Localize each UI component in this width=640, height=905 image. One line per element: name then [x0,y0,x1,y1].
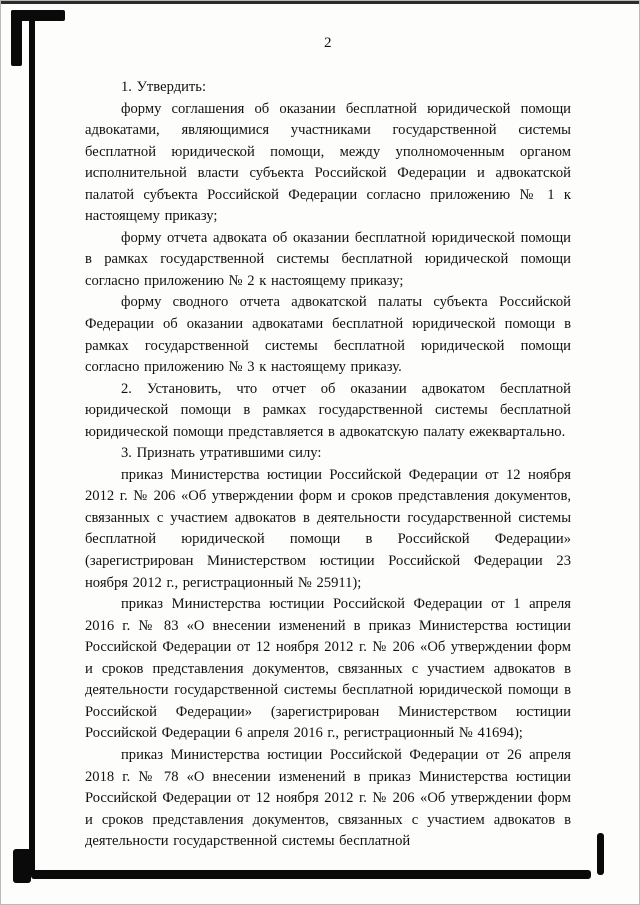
scan-artifact-bottom-right [597,833,604,875]
paragraph-ustanovit: 2. Установить, что отчет об оказании адвокатом бесплатной юридической помощи в рамках государственной системы бесплатной юридической помощи представляется в адвокатскую палату ежеквартально. [85,380,571,440]
document-body [85,77,571,853]
paragraph-forma-otcheta: форму отчета адвоката об оказании бесплатной юридической помощи в рамках государственной системы бесплатной юридической помощи согласно приложению № 2 к настоящему приказу; [85,229,571,289]
scan-artifact-left-bar [29,17,35,873]
paragraph-priznat: 3. Признать утратившими силу: [121,445,322,462]
scan-artifact-top-edge [1,1,640,4]
paragraph-prikaz-2018: приказ Министерства юстиции Российской Федерации от 26 апреля 2018 г. № 78 «О внесении изменений в приказ Министерства юстиции Российской Федерации от 12 ноября 2012 г. № 206 «Об утверждении форм и сроков представления документов, связанных с участием адвокатов в деятельности государственной системы бесплатной [85,746,571,850]
page-number: 2 [324,35,332,51]
scan-artifact-top-left-v [11,10,22,66]
paragraph-forma-soglasheniya: форму соглашения об оказании бесплатной юридической помощи адвокатами, являющимися участниками государственной системы бесплатной юридической помощи, между уполномоченным органом исполнительной власти субъекта Российской Федерации и адвокатской палатой субъекта Российской Федерации согласно приложению № 1 к настоящему приказу; [85,100,571,225]
paragraph-prikaz-2016: приказ Министерства юстиции Российской Федерации от 1 апреля 2016 г. № 83 «О внесении изменений в приказ Министерства юстиции Российской Федерации от 12 ноября 2012 г. № 206 «Об утверждении форм и сроков представления документов, связанных с участием адвокатов в деятельности государственной системы бесплатной юридической помощи в Российской Федерации» (зарегистрирован Министерством юстиции Российской Федерации 6 апреля 2016 г., регистрационный № 41694); [85,596,571,742]
scan-artifact-bottom-bar [31,870,591,879]
paragraph-utverdit: 1. Утвердить: [121,79,207,95]
paragraph-prikaz-2012: приказ Министерства юстиции Российской Федерации от 12 ноября 2012 г. № 206 «Об утверждении форм и сроков представления документов, связанных с участием адвокатов в деятельности государственной системы бесплатной юридической помощи в Российской Федерации» (зарегистрирован Министерством юстиции Российской Федерации 23 ноября 2012 г., регистрационный № 25911); [85,466,571,591]
paragraph-forma-svodnogo-otcheta: форму сводного отчета адвокатской палаты субъекта Российской Федерации об оказании адвокатами бесплатной юридической помощи в рамках государственной системы бесплатной юридической помощи согласно приложению № 3 к настоящему приказу. [85,294,571,376]
scan-artifact-bottom-left [13,849,31,883]
